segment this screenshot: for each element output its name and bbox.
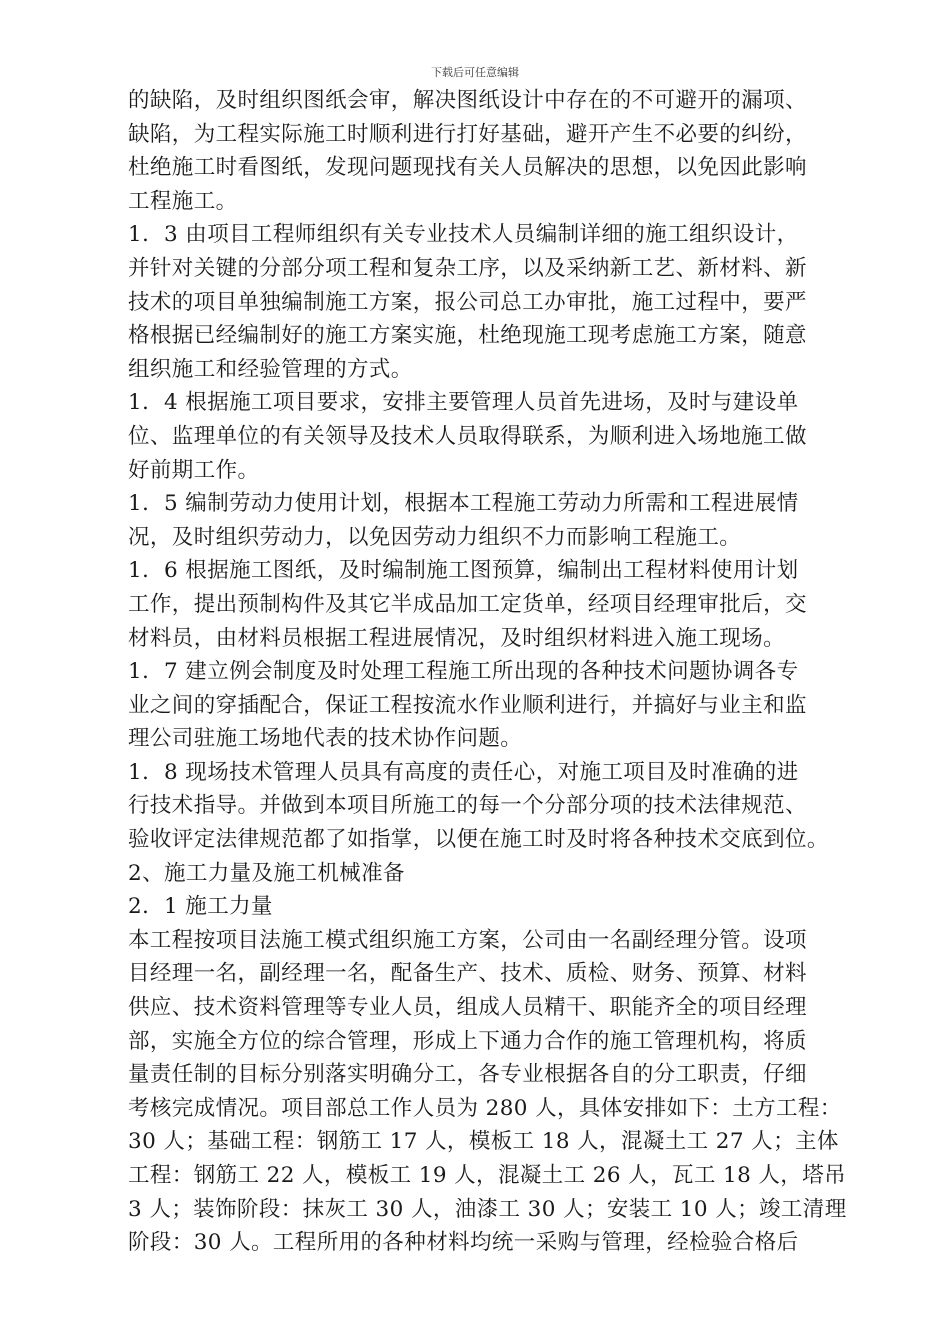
text-line: 位、监理单位的有关领导及技术人员取得联系，为顺利进入场地施工做 [128,423,807,449]
text-line: 阶段：30 人。工程所用的各种材料均统一采购与管理，经检验合格后 [128,1230,799,1256]
text-line: 30 人；基础工程：钢筋工 17 人，模板工 18 人，混凝土工 27 人；主体 [128,1129,839,1155]
text-line: 供应、技术资料管理等专业人员，组成人员精干、职能齐全的项目经理 [128,995,807,1021]
text-line: 1．7 建立例会制度及时处理工程施工所出现的各种技术问题协调各专 [128,659,799,685]
text-line: 技术的项目单独编制施工方案，报公司总工办审批，施工过程中，要严 [128,289,807,315]
text-line: 工程：钢筋工 22 人，模板工 19 人，混凝土工 26 人，瓦工 18 人，塔吊 [128,1163,847,1188]
text-line: 好前期工作。 [128,457,260,483]
text-line: 工作，提出预制构件及其它半成品加工定货单，经项目经理审批后，交 [128,591,807,617]
text-line: 并针对关键的分部分项工程和复杂工序，以及采纳新工艺、新材料、新 [128,255,807,281]
text-line: 理公司驻施工场地代表的技术协作问题。 [128,726,523,752]
text-line: 1．8 现场技术管理人员具有高度的责任心，对施工项目及时准确的进 [128,759,799,785]
text-line: 业之间的穿插配合，保证工程按流水作业顺利进行，并搞好与业主和监 [128,692,807,718]
text-line: 工程施工。 [128,188,238,214]
text-line: 杜绝施工时看图纸，发现问题现找有关人员解决的思想，以免因此影响 [128,155,807,181]
text-line: 的缺陷，及时组织图纸会审，解决图纸设计中存在的不可避开的漏项、 [128,88,807,113]
text-line: 1．6 根据施工图纸，及时编制施工图预算，编制出工程材料使用计划 [128,558,799,584]
text-line: 量责任制的目标分别落实明确分工，各专业根据各自的分工职责，仔细 [128,1062,807,1088]
page-header: 下载后可任意编辑 [431,66,519,79]
text-line: 目经理一名，副经理一名，配备生产、技术、质检、财务、预算、材料 [128,961,807,987]
document-body [128,84,847,1260]
text-line: 行技术指导。并做到本项目所施工的每一个分部分项的技术法律规范、 [128,793,807,819]
text-line: 1．4 根据施工项目要求，安排主要管理人员首先进场，及时与建设单 [128,390,799,416]
text-line: 3 人；装饰阶段：抹灰工 30 人，油漆工 30 人；安装工 10 人；竣工清理 [128,1196,847,1222]
text-line: 格根据已经编制好的施工方案实施，杜绝现施工现考虑施工方案，随意 [128,323,807,349]
text-line: 部，实施全方位的综合管理，形成上下通力合作的施工管理机构，将质 [128,1028,807,1054]
section-heading: 2、施工力量及施工机械准备 [128,860,405,886]
text-line: 组织施工和经验管理的方式。 [128,356,413,382]
text-line: 材料员，由材料员根据工程进展情况，及时组织材料进入施工现场。 [128,625,786,651]
text-line: 验收评定法律规范都了如指掌，以便在施工时及时将各种技术交底到位。 [128,827,829,853]
text-line: 本工程按项目法施工模式组织施工方案，公司由一名副经理分管。设项 [128,927,807,953]
text-line: 考核完成情况。项目部总工作人员为 280 人，具体安排如下：土方工程： [128,1095,842,1121]
subsection-heading: 2．1 施工力量 [128,894,273,920]
text-line: 1．5 编制劳动力使用计划，根据本工程施工劳动力所需和工程进展情 [128,491,799,517]
text-line: 缺陷，为工程实际施工时顺利进行打好基础，避开产生不必要的纠纷， [128,121,807,147]
text-line: 况，及时组织劳动力，以免因劳动力组织不力而影响工程施工。 [128,524,742,550]
text-line: 1．3 由项目工程师组织有关专业技术人员编制详细的施工组织设计， [128,222,799,248]
